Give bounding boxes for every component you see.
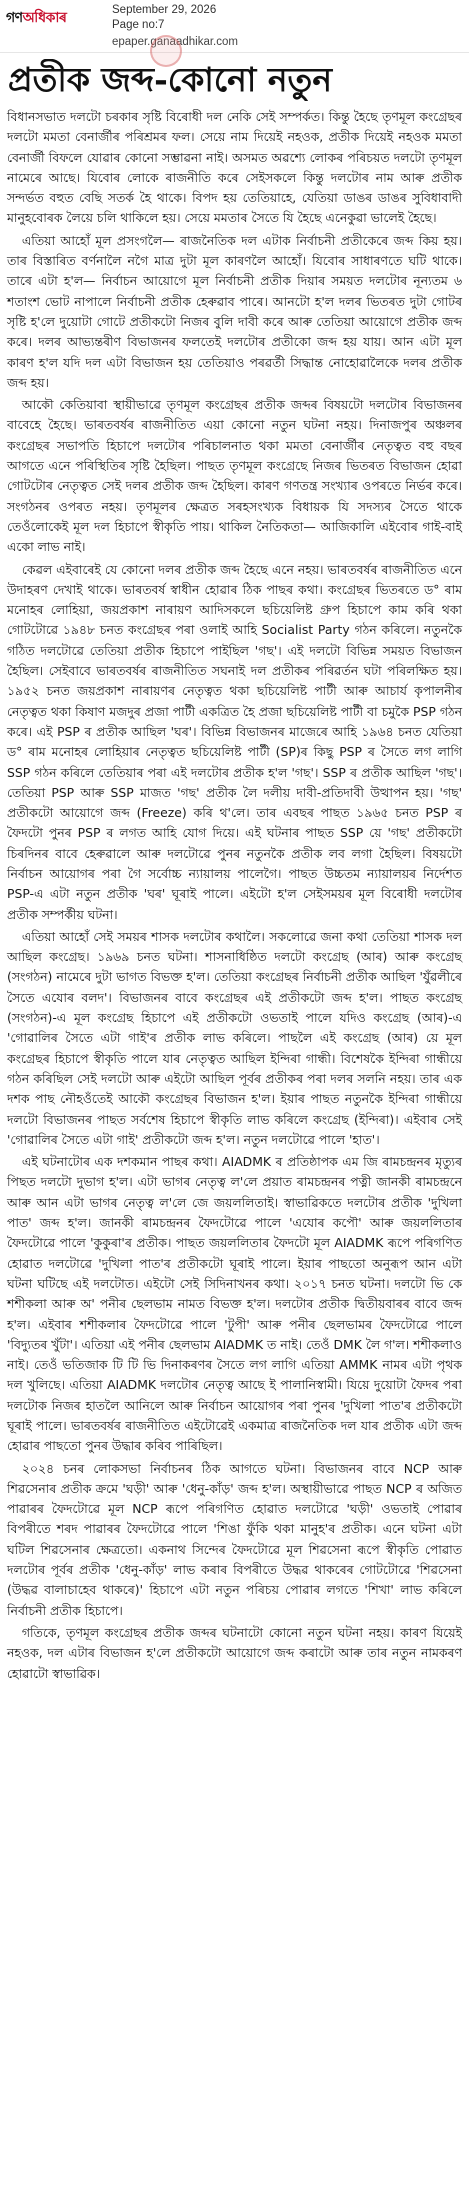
article-headline: প্ৰতীক জব্দ-কোনো নতুন <box>8 60 333 99</box>
edition-date: September 29, 2026 <box>112 4 217 16</box>
article-body <box>0 107 469 2187</box>
article-paragraph: গতিকে, তৃণমূল কংগ্ৰেছৰ প্ৰতীক জব্দৰ ঘটনাটো কোনো নতুন ঘটনা নহয়। কাৰণ যিয়েই নহওক, দল এটাৰ বিভাজন হ'লে প্ৰতীকটো আয়োগে জব্দ কৰাটো আৰু তাৰ নতুন নামকৰণ হোৱাটো স্বাভাৱিক। <box>7 1624 462 1681</box>
article-paragraph: এতিয়া আহোঁ মূল প্ৰসংগলৈ— ৰাজনৈতিক দল এটাক নিৰ্বাচনী প্ৰতীকেৰে জব্দ কিয় হয়। তাৰ বিস্তাৰিত বৰ্ণনালৈ নগৈ মাত্ৰ দুটা মূল কাৰণলৈ আহোঁ। যিবোৰ সাধাৰণতে ঘটি থাকে। তাৰে এটা হ'ল— নিৰ্বাচন আয়োগে মূল নিৰ্বাচনী প্ৰতীক দিয়াৰ সময়ত দলটোৰ নূন্যতম ৬ শতাংশ ভোট নাপালে নিৰ্বাচনী প্ৰতীক হেৰুৱাব পাৰে। আনটো হ'ল দলৰ ভিতৰত দুটা গোটৰ সৃষ্টি হ'লে দুয়োটা গোটে প্ৰতীকটো নিজৰ বুলি দাবী কৰে আৰু তেতিয়া আয়োগে প্ৰতীক জব্দ কৰে। দলৰ আভ্যন্তৰীণ বিভাজনৰ ফলতেই দলটোৰ প্ৰতীকো জব্দ হয় যায়। আন এটা মূল কাৰণ হ'ল যদি দল এটা বিভাজন হয় তেতিয়াও পৰৱৰ্তী সিদ্ধান্ত নোহোৱালৈকে দলৰ প্ৰতীক জব্দ হয়। <box>7 232 462 390</box>
article-paragraph: আকৌ কেতিয়াবা স্থায়ীভাৱে তৃণমূল কংগ্ৰেছৰ প্ৰতীক জব্দৰ বিষয়টো দলটোৰ বিভাজনৰ বাবেহে হৈছে। ভাৰতবৰ্ষৰ ৰাজনীতিত এয়া কোনো নতুন ঘটনা নহয়। দিনাজপুৰ অঞ্চলৰ কংগ্ৰেছৰ সভাপতি হিচাপে দলটোৰ পৰিচালনাত থকা মমতা বেনাৰ্জীৰ নেতৃত্বত বহু বছৰ আগতে এনে পৰিস্থিতিৰ সৃষ্টি হৈছিল। পাছত তৃণমূল কংগ্ৰেছে নিজৰ ভিতৰত বিভাজন হোৱা গোটটোৰ নেতৃত্বত সেই দলৰ প্ৰতীক জব্দ হৈছিল। কাৰণ গণতন্ত্ৰ সংখ্যাৰ ওপৰতে নিৰ্ভৰ কৰে। সংগঠনৰ ওপৰত নহয়। তৃণমূলৰ ক্ষেত্ৰত সৰহসংখ্যক বিধায়ক যি সদস্যৰ সৈতে থাকে তেওঁলোকেই মূল দল হিচাপে স্বীকৃতি পায়। থাকিল নৈতিকতা— আজিকালি এইবোৰ গাই-বাই একো লাভ নাই। <box>7 397 462 555</box>
page-header <box>0 0 469 53</box>
newspaper-logo <box>6 6 66 30</box>
article-paragraph: এতিয়া আহোঁ সেই সময়ৰ শাসক দলটোৰ কথালৈ। সকলোৱে জনা কথা তেতিয়া শাসক দল আছিল কংগ্ৰেছ। ১৯৬৯ চনত ঘটনা। শাসনাধিষ্ঠিত দলটো কংগ্ৰেছ (আৰ) আৰু কংগ্ৰেছ (সংগঠন) নামেৰে দুটা ভাগত বিভক্ত হ'ল। তেতিয়া কংগ্ৰেছৰ নিৰ্বাচনী প্ৰতীক আছিল 'যুঁৱলীৰে সৈতে এযোৰ বলদ'। বিভাজনৰ বাবে কংগ্ৰেছৰ এই প্ৰতীকটো জব্দ হ'ল। পাছত কংগ্ৰেছ (সংগঠন)-এ মূল কংগ্ৰেছ হিচাপে এই প্ৰতীকটো ওভতাই পালে যদিও কংগ্ৰেছ (আৰ)-এ 'গোৱালিৰ সৈতে এটা গাই'ৰ প্ৰতীক লাভ কৰিলে। পাছলৈ এই কংগ্ৰেছ (আৰ) য়ে মূল কংগ্ৰেছৰ হিচাপে স্বীকৃতি পালে যাৰ নেতৃত্বত আছিল ইন্দিৰা গান্ধী। বিশেষকৈ ইন্দিৰা গান্ধীয়ে গঠন কৰিছিল সেই দলটো আৰু এইটো আছিল পূৰ্বৰ প্ৰতীকৰ পৰা দলৰ সলনি নহয়। তাৰ এক দশক পাছ নৌহওঁতেই আকৌ কংগ্ৰেছৰ বিভাজন হ'ল। ইয়াৰ পাছত নতুনকৈ ইন্দিৰা গান্ধীয়ে দলটো বিভাজনৰ পাছত সৰ্বশেষ হিচাপে স্বীকৃতি লাভ কৰিলে কংগ্ৰেছ (ইন্দিৰা)। এইবাৰ সেই 'গোৱালিৰ সৈতে এটা গাই' প্ৰতীকটো জব্দ হ'ল। নতুন দলটোৱে পালে 'হাত'। <box>7 928 462 1147</box>
article-paragraph: ২০২৪ চনৰ লোকসভা নিৰ্বাচনৰ ঠিক আগতে ঘটনা। বিভাজনৰ বাবে NCP আৰু শিৱসেনাৰ প্ৰতীক ক্ৰমে 'ঘড়ী' আৰু 'ধেনু-কাঁড়' জব্দ হ'ল। অস্থায়ীভাৱে পাছত NCP ৰ অজিত পাৱাৰৰ ফৈদটোৱে মূল NCP ৰূপে পৰিগণিত হোৱাত দলটোৱে 'ঘড়ী' ওভতাই পোৱাৰ বিপৰীতে শৰদ পাৱাৰৰ ফৈদটোৱে পালে 'শিঙা ফুঁকি থকা মানুহ'ৰ প্ৰতীক। এনে ঘটনা এটা ঘটিল শিৱসেনাৰ ক্ষেত্ৰতো। একনাথ সিন্দেৰ ফৈদটোৱে মূল শিৱসেনা ৰূপে স্বীকৃতি পোৱাত দলটোৰ পূৰ্বৰ প্ৰতীক 'ধেনু-কাঁড়' লাভ কৰাৰ বিপৰীতে উদ্ধৱ থাকৰেৰ গোটটোৱে 'শিৱসেনা (উদ্ধৱ বালাচাহেব থাকৰে)' হিচাপে এটা নতুন পৰিচয় পোৱাৰ লগতে 'শিখা' লাভ কৰিলে নিৰ্বাচনী প্ৰতীক হিচাপে। <box>7 1460 462 1618</box>
article-paragraph: বিধানসভাত দলটো চৰকাৰ সৃষ্টি বিৰোধী দল নেকি সেই সম্পৰ্কত। কিন্তু হৈছে তৃণমূল কংগ্ৰেছৰ দলটো মমতা বেনাৰ্জীৰ পৰিশ্ৰমৰ ফল। সেয়ে নাম দিয়েই নহওক, প্ৰতীক দিয়েই নহওক মমতা বেনাৰ্জী বিফলে যোৱাৰ কোনো সম্ভাৱনা নাই। অসমত অৱশ্যে লোকৰ পৰিচয়ত দলটো তৃণমূল নামেৰে আছে। যিবোৰ লোকে ৰাজনীতি কৰে সেইসকলে কিন্তু দলটোৰ নাম আৰু প্ৰতীক সন্দৰ্ভত বহুত বেছি সতৰ্ক হৈ থাকে। বিপদ হয় তেতিয়াহে, যেতিয়া ডাঙৰ ডাঙৰ সুবিধাবাদী মানুহবোৰক লৈয়ে চলি থাকিলে হয়। সেয়ে মমতাৰ সৈতে যি হৈছে এনেকুৱা ভালেই হৈছে। <box>7 109 462 226</box>
logo-accent-text: অধিকাৰ <box>22 10 67 26</box>
logo-main-text: গণ <box>6 10 23 26</box>
watermark-seal-icon <box>150 35 182 67</box>
epaper-url[interactable]: epaper.ganaadhikar.com <box>112 36 238 48</box>
article-paragraph: কেৱল এইবাৰেই যে কোনো দলৰ প্ৰতীক জব্দ হৈছে এনে নহয়। ভাৰতবৰ্ষৰ ৰাজনীতিত এনে উদাহৰণ দেখাই থাকে। ভাৰতবৰ্ষ স্বাধীন হোৱাৰ ঠিক পাছৰ কথা। কংগ্ৰেছৰ ভিতৰতে ড° ৰাম মনোহৰ লোহিয়া, জয়প্ৰকাশ নাৰায়ণ আদিসকলে ছচিয়েলিষ্ট গ্ৰুপ হিচাপে কাম কৰি থকা গোটটোৱে ১৯৪৮ চনত কংগ্ৰেছৰ পৰা ওলাই আহি Socialist Party গঠন কৰিলে। নতুনকৈ গঠিত দলটোৱে তেতিয়া প্ৰতীক হিচাপে পাইছিল 'গছ'। এই দলটো বিভিন্ন সময়ত বিভাজন হৈছিল। সেইবাবে ভাৰতবৰ্ষৰ ৰাজনীতিত সঘনাই দল প্ৰতীকৰ পৰিৱৰ্তন ঘটা পৰিলক্ষিত হয়। ১৯৫২ চনত জয়প্ৰকাশ নাৰায়ণৰ নেতৃত্বত থকা ছচিয়েলিষ্ট পাৰ্টী আৰু আচাৰ্য কৃপালনীৰ নেতৃত্বত থকা কিষাণ মজদুৰ প্ৰজা পাৰ্টী একত্ৰিত হৈ প্ৰজা ছচিয়েলিষ্ট পাৰ্টী বা চমুকৈ PSP গঠন কৰে। এই PSP ৰ প্ৰতীক আছিল 'ঘৰ'। বিভিন্ন বিভাজনৰ মাজেৰে আহি ১৯৬৪ চনত যেতিয়া ড° ৰাম মনোহৰ লোহিয়াৰ নেতৃত্বত ছচিয়েলিষ্ট পাৰ্টী (SP)ৰ কিছু PSP ৰ সৈতে লগ লাগি SSP গঠন কৰিলে তেতিয়াৰ পৰা এই দলটোৰ প্ৰতীক হ'ল 'গছ'। SSP ৰ প্ৰতীক আছিল 'গছ'। তেতিয়া PSP আৰু SSP মাজত 'গছ' প্ৰতীক লৈ দলীয় দাবী-প্ৰতিদাবী উত্থাপন হয়। 'গছ' প্ৰতীকটো আয়োগে জব্দ (Freeze) কৰি থ'লে। তাৰ এবছৰ পাছত ১৯৬৫ চনত PSP ৰ ফৈদটো পুনৰ PSP ৰ লগত আহি যোগ দিয়ে। এই ঘটনাৰ পাছত SSP য়ে 'গছ' প্ৰতীকটো চিৰদিনৰ বাবে হেৰুৱালে আৰু দলটোৱে পুনৰ নতুনকৈ প্ৰতীক লব লগা হৈছিল। বিষয়টো নিৰ্বাচন আয়োগৰ পৰা গৈ সৰ্বোচ্চ ন্যায়ালয় পালেগৈ। পাছত উচ্চতম ন্যায়ালয়ৰ নিৰ্দেশত PSP-এ এটা নতুন প্ৰতীক 'ঘৰ' ঘূৰাই পালে। এইটো হ'ল সেইসময়ৰ মূল বিৰোধী দলটোৰ প্ৰতীক সম্পৰ্কীয় ঘটনা। <box>7 561 462 922</box>
article-paragraph: এই ঘটনাটোৰ এক দশকমান পাছৰ কথা। AIADMK ৰ প্ৰতিষ্ঠাপক এম জি ৰামচন্দ্ৰনৰ মৃত্যুৰ পিছত দলটো দুভাগ হ'ল। এটা ভাগৰ নেতৃত্ব ল'লে প্ৰয়াত ৰামচন্দ্ৰনৰ পত্নী জানকী ৰামচন্দ্ৰনে আৰু আন এটা ভাগৰ নেতৃত্ব ল'লে জে জয়ললিতাই। স্বাভাৱিকতে দলটোৰ প্ৰতীক 'দুখিলা পাত' জব্দ হ'ল। জানকী ৰামচন্দ্ৰনৰ ফৈদটোৱে পালে 'এযোৰ কপৌ' আৰু জয়ললিতাৰ ফৈদটোৱে পালে 'কুকুৰা'ৰ প্ৰতীক। পাছত জয়ললিতাৰ ফৈদটো মূল AIADMK ৰূপে পৰিগণিত হোৱাত দলটোৱে 'দুখিলা পাত'ৰ প্ৰতীকটো ঘূৰাই পালে। ইয়াৰ পাছতো অনুৰূপ আন এটা ঘটনা ঘটিছে এই দলটোত। এইটো সেই সিদিনাখনৰ কথা। ২০১৭ চনত ঘটনা। দলটো ভি কে শশীকলা আৰু অ' পনীৰ ছেলভাম নামত বিভক্ত হ'ল। দলটোৰ প্ৰতীক দ্বিতীয়বাৰৰ বাবে জব্দ হ'ল। এইবাৰ শশীকলাৰ ফৈদটোৱে পালে 'টুপী' আৰু পনীৰ ছেলভামৰ ফৈদটোৱে পালে 'বিদ্যুতৰ খুঁটা'। এতিয়া এই পনীৰ ছেলভাম AIADMK ত নাই। তেওঁ DMK লৈ গ'ল। শশীকলাও নাই। তেওঁ ভতিজাক টি টি ভি দিনাকৰণৰ সৈতে লগ লাগি এতিয়া AMMK নামৰ এটা পৃথক দল খুলিছে। এতিয়া AIADMK দলটোৰ নেতৃত্ব আছে ই পালানিস্বামী। যিয়ে দুয়োটা ফৈদৰ পৰা দলটোক নিজৰ হাতলৈ আনিলে আৰু নিৰ্বাচন আয়োগৰ পৰা পুনৰ 'দুখিলা পাত'ৰ প্ৰতীকটো ঘূৰাই পালে। ভাৰতবৰ্ষৰ ৰাজনীতিত এইটোৱেই একমাত্ৰ ৰাজনৈতিক দল যাৰ প্ৰতীক এটা জব্দ হোৱাৰ পাছতো পুনৰ উদ্ধাৰ কৰিব পাৰিছিল। <box>7 1154 462 1454</box>
page-number: Page no:7 <box>112 19 165 31</box>
